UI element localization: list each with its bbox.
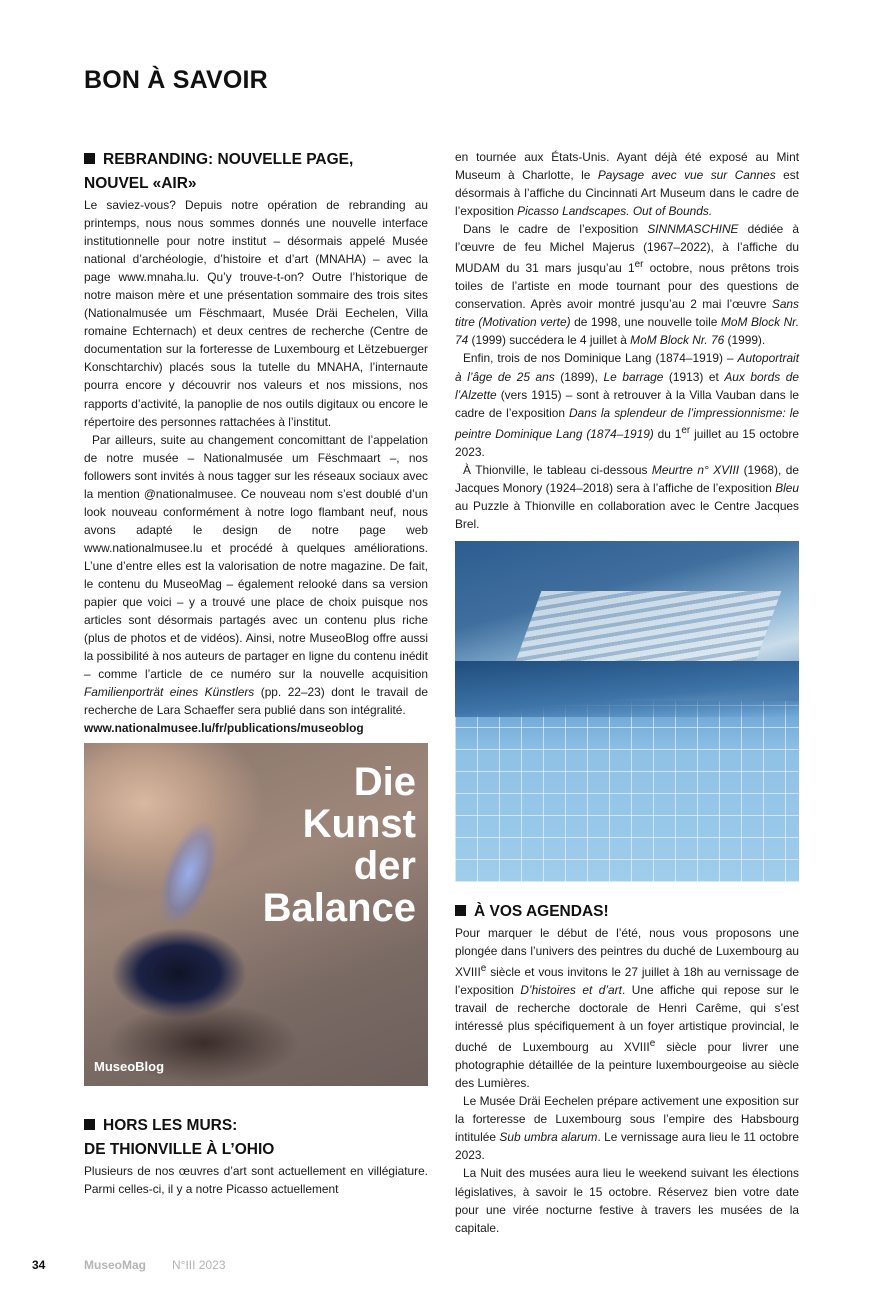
right-column	[455, 148, 799, 1237]
text-run: À Thionville, le tableau ci-dessous	[463, 462, 652, 477]
text-run: (vers 1915) – sont à retrouver à la Villa Vauban dans le cadre de l’exposition	[455, 387, 799, 420]
italic-run: MoM Block Nr. 74	[455, 315, 800, 348]
rebranding-heading-line2: NOUVEL «AIR»	[84, 175, 197, 192]
text-run: Dans le cadre de l’exposition	[463, 222, 648, 237]
poster-title	[263, 761, 416, 929]
italic-run: Sans titre (Motivation verte)	[455, 297, 799, 330]
square-bullet-icon	[84, 1119, 95, 1130]
page-title: BON À SAVOIR	[84, 66, 268, 94]
lang-paragraph	[455, 349, 799, 460]
poster-word-1: Die	[353, 760, 416, 805]
text-run: siècle et vous invitons le 27 juillet à 18h au vernissage de l’exposition	[455, 964, 799, 998]
poster-word-4: Balance	[262, 886, 416, 931]
agendas-paragraph-3: La Nuit des musées aura lieu le weekend suivant les élections législatives, à savoir le 15 octobre. Réservez bien votre date pour une virée nocturne festive à travers les musées de la capitale.	[455, 1166, 799, 1235]
text-run: Enfin, trois de nos Dominique Lang (1874–1919) –	[463, 351, 738, 366]
italic-run: Aux bords de l’Alzette	[455, 369, 799, 402]
magazine-name: MuseoMag	[84, 1258, 147, 1272]
picasso-paragraph	[455, 148, 799, 220]
text-run: Pour marquer le début de l’été, nous vous proposons une plongée dans l’univers des peintres du duché de Luxembourg au XVIII	[455, 925, 799, 979]
museoblog-link[interactable]: www.nationalmusee.lu/fr/publications/museoblog	[84, 721, 364, 736]
italic-run: SINNMASCHINE	[647, 222, 739, 237]
monory-paragraph	[455, 461, 799, 533]
text-run: au Puzzle à Thionville en collaboration avec le Centre Jacques Brel.	[455, 498, 799, 531]
italic-run: Bleu	[775, 480, 799, 495]
text-run: siècle pour livrer une photographie détaillée de la peinture luxembourgeoise au siècle des Lumières.	[455, 1040, 799, 1091]
museoblog-brand: MuseoBlog	[94, 1059, 165, 1075]
text-run: du 1	[653, 426, 682, 441]
italic-run: Dans la splendeur de l’impressionnisme: le peintre Dominique Lang (1874–1919)	[455, 405, 799, 441]
issue-number: N°III 2023	[172, 1258, 226, 1272]
hors-les-murs-heading-line1: HORS LES MURS:	[103, 1117, 238, 1135]
agendas-paragraph-1	[455, 924, 799, 1092]
die-kunst-der-balance-poster	[84, 743, 428, 1086]
italic-run: Autoportrait à l’âge de 25 ans	[455, 351, 799, 384]
rebranding-p2-italic: Familienporträt eines Künstlers	[84, 685, 255, 700]
hors-les-murs-paragraph-1: Plusieurs de nos œuvres d’art sont actuellement en villégiature. Parmi celles-ci, il y a notre Picasso actuellement	[84, 1164, 428, 1197]
text-run: de 1998, une nouvelle toile	[570, 315, 721, 330]
poster-word-2: Kunst	[302, 802, 416, 847]
text-run: . Le vernissage aura lieu le 11 octobre 2023.	[455, 1130, 799, 1163]
italic-run: D’histoires et d’art	[520, 983, 622, 998]
text-run: (1968), de Jacques Monory (1924–2018) sera à l’affiche de l’exposition	[455, 462, 799, 495]
page-number: 34	[32, 1258, 46, 1272]
agendas-heading	[455, 900, 799, 924]
text-run: juillet au 15 octobre 2023.	[455, 426, 799, 459]
superscript: e	[649, 1038, 656, 1050]
rebranding-p2-text: Par ailleurs, suite au changement concomittant de l’appelation de notre musée – Nationalmusée um Fëschmaart –, nos followers sont invités à nous tagger sur les réseaux sociaux avec la mention @nationalmusee. Ce nouveau nom s’est doublé d’un look nouveau conformément à notre logo flambant neuf, nous avons adapté le design de notre page web www.nationalmusee.lu et procédé à quelques améliorations. L’une d’entre elles est la valorisation de notre magazine. De fait, le contenu du MuseoMag – également relooké dans sa version papier que voici – y a trouvé une place de choix puisque nos articles sont désormais partagés avec un contenu plus riche (plus de photos et de vidéos). Ainsi, notre MuseoBlog offre aussi la possibilité à nos auteurs de partager en ligne du contenu inédit – comme l’article de ce numéro sur la nouvelle acquisition	[84, 432, 428, 682]
italic-run: Paysage avec vue sur Cannes	[597, 168, 776, 183]
rebranding-p2-end: (pp. 22–23) dont le travail de recherche de Lara Schaeffer sera publié dans son intégralité.	[84, 685, 428, 718]
rebranding-paragraph-1: Le saviez-vous? Depuis notre opération de rebranding au printemps, nous nous sommes donnés une nouvelle interface institutionnelle pour notre institut – désormais appelé Musée national d’archéologie, d’histoire et d’art (MNAHA) – avec la page www.mnaha.lu. Qu’y trouve-t-on? Outre l’historique de notre maison mère et une présentation sommaire des trois sites (Nationalmusée um Fëschmaart, Musée Dräi Eechelen, Villa romaine Echternach) et deux centres de recherche (Centre de documentation sur la forteresse de Luxembourg et Lëtzebuerger Konschtarchiv) placés sous la tutelle du MNAHA, l’internaute pourra encore y découvrir nos valeurs et nos missions, nos rapports d’activité, la panoplie de nos outils digitaux ou encore le répertoire des personnes rattachées à l’institut.	[84, 198, 428, 429]
torch-flame-decoration	[123, 792, 255, 954]
italic-run: Le barrage	[603, 369, 664, 384]
painting-dark-band	[455, 661, 799, 717]
agendas-paragraph-2	[455, 1092, 799, 1164]
majerus-paragraph	[455, 220, 799, 349]
italic-run: Meurtre n° XVIII	[651, 462, 740, 477]
hors-les-murs-heading-line2: DE THIONVILLE À L’OHIO	[84, 1141, 275, 1159]
text-run: (1899),	[554, 369, 604, 384]
italic-run: MoM Block Nr. 76	[630, 333, 725, 348]
text-run: octobre, nous prêtons trois toiles de l’artiste en mode tournant pour des questions de conservation. Après avoir montré jusqu’au 2 mai l’œuvre	[455, 261, 799, 312]
meurtre-painting-image	[455, 541, 799, 882]
text-run: . Une affiche qui repose sur le travail de recherche doctorale de Henri Carême, qui s’est intéressé plus spécifiquement à un foyer artistique provincial, le duché de Luxembourg au XVIII	[455, 983, 799, 1055]
superscript: er	[681, 424, 691, 436]
text-run: en tournée aux États-Unis. Ayant déjà été exposé au Mint Museum à Charlotte, le	[455, 150, 799, 183]
rebranding-heading-line1: REBRANDING: NOUVELLE PAGE,	[103, 151, 354, 168]
text-run: (1913) et	[663, 369, 725, 384]
superscript: e	[480, 963, 487, 975]
poster-word-3: der	[353, 844, 416, 889]
page-footer	[32, 1258, 226, 1272]
text-run: dédiée à l’œuvre de feu Michel Majerus (1967–2022), à l’affiche du MUDAM du 31 mars jusqu’au 1	[455, 222, 800, 276]
italic-run: Picasso Landscapes. Out of Bounds.	[517, 204, 713, 219]
square-bullet-icon	[84, 153, 95, 164]
square-bullet-icon	[455, 905, 466, 916]
text-run: (1999).	[724, 333, 766, 348]
text-run: est désormais à l’affiche du Cincinnati Art Museum dans le cadre de l’exposition	[455, 168, 799, 219]
hors-les-murs-heading	[84, 1114, 428, 1162]
rebranding-heading	[84, 148, 428, 196]
text-run: Le Musée Dräi Eechelen prépare activement une exposition sur la forteresse de Luxembourg sous l’empire des Habsbourg intitulée	[455, 1094, 799, 1145]
rebranding-paragraph-2	[84, 431, 428, 720]
superscript: er	[634, 259, 644, 271]
italic-run: Sub umbra alarum	[499, 1130, 598, 1145]
text-run: (1999) succédera le 4 juillet à	[468, 333, 631, 348]
left-column	[84, 148, 428, 1199]
agendas-heading-text: À VOS AGENDAS!	[474, 902, 609, 920]
